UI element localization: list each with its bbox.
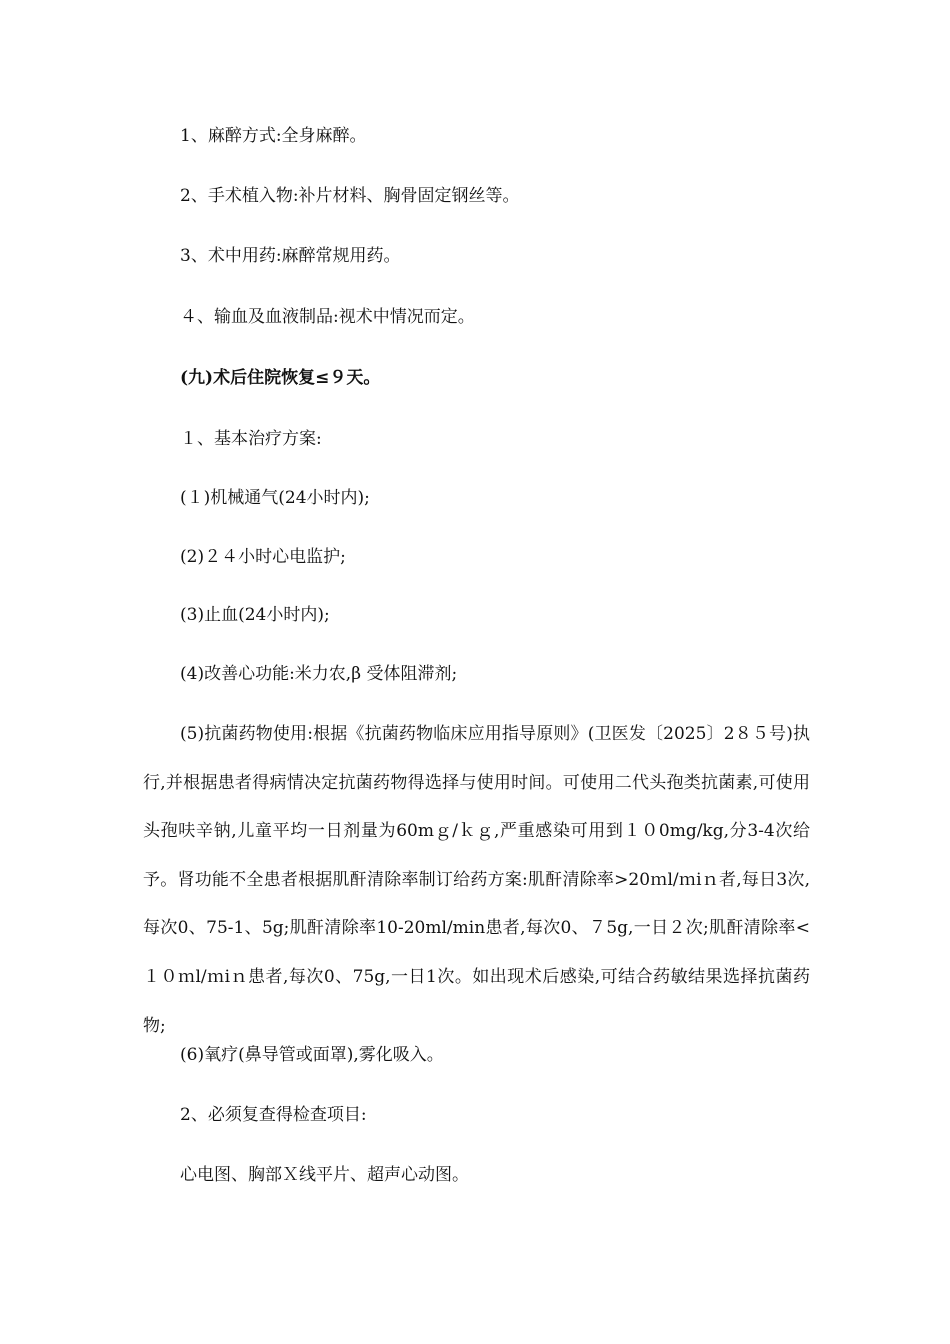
implant-line: 2、手术植入物:补片材料、胸骨固定钢丝等。 <box>180 186 520 206</box>
transfusion-line: ４、输血及血液制品:视术中情况而定。 <box>180 307 475 327</box>
ventilation-line: (１)机械通气(24小时内); <box>180 488 370 508</box>
cardiac-function-line: (4)改善心功能:米力农,β 受体阻滞剂; <box>180 664 458 684</box>
postop-stay-heading: (九)术后住院恢复≤９天。 <box>180 368 381 388</box>
recheck-title: 2、必须复查得检查项目: <box>180 1105 367 1125</box>
anesthesia-method-line: 1、麻醉方式:全身麻醉。 <box>180 126 367 146</box>
ecg-monitoring-line: (2)２４小时心电监护; <box>180 547 346 567</box>
basic-treatment-title: １、基本治疗方案: <box>180 429 322 449</box>
oxygen-therapy-line: (6)氧疗(鼻导管或面罩),雾化吸入。 <box>180 1045 444 1065</box>
recheck-items: 心电图、胸部Ｘ线平片、超声心动图。 <box>180 1165 469 1185</box>
hemostasis-line: (3)止血(24小时内); <box>180 605 330 625</box>
intraop-drug-line: 3、术中用药:麻醉常规用药。 <box>180 246 401 266</box>
antibiotic-paragraph: (5)抗菌药物使用:根据《抗菌药物临床应用指导原则》(卫医发〔2025〕2８５号)执行,并根据患者得病情决定抗菌药物得选择与使用时间。可使用二代头孢类抗菌素,可使用头孢呋辛钠,儿童平均一日剂量为60mｇ/ｋｇ,严重感染可用到１０0mg/kg,分3-4次给予。肾功能不全患者根据肌酐清除率制订给药方案:肌酐清除率>20ｍl/ｍiｎ者,每日3次,每次0、75-1、5g;肌酐清除率10-20ml/min患者,每次0、７5g,一日２次;肌酐清除率<１０ｍl/ｍiｎ患者,每次0、75g,一日1次。如出现术后感染,可结合药敏结果选择抗菌药物; <box>143 724 810 1036</box>
